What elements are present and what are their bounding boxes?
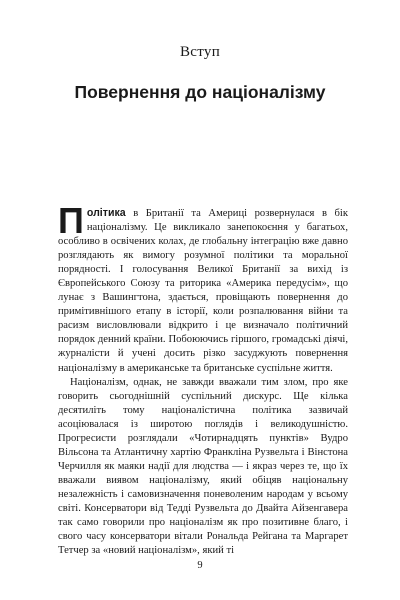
drop-cap: П	[58, 200, 84, 241]
paragraph-1-text: в Британії та Америці розвернулася в бік націоналізму. Це викликало занепокоєння у багатьох, особливо в освічених колах, де глобальну інтеграцію вже давно розглядають як вимогу розумної політики та моральної порядності. І голосування Великої Британії за вихід із Європейського Союзу та риторика «Америка передусім», що лунає з Вашингтона, здається, провіщають повернення до примітивнішого етапу в історії, коли розпалювання війни та расизм висловлювали відкрито і це визначало політичний порядок денний країни. Побоюючись гіршого, громадські діячі, журналісти й учені досить різко засуджують повернення націоналізму в американське та британське суспільне життя.	[58, 208, 348, 374]
chapter-label: Вступ	[179, 44, 221, 60]
chapter-title: Повернення до націоналізму	[74, 82, 326, 102]
body-text	[58, 200, 348, 558]
paragraph-1	[58, 200, 348, 376]
paragraph-2: Націоналізм, однак, не завжди вважали тим злом, про яке говорить сьогоднішній суспільний дискурс. Ще кілька десятиліть тому націоналістична політика зазвичай асоціювалася із широтою поглядів і великодушністю. Прогресисти розглядали «Чотирнадцять пунктів» Вудро Вільсона та Атлантичну хартію Франкліна Рузвельта і Вінстона Черчилля як маяки надії для людства — і якраз через те, що їх вважали виявом націоналізму, який обіцяв національну незалежність і самовизначення поневоленим народам у всьому світі. Консерватори від Тедді Рузвельта до Двайта Айзенгавера так само говорили про націоналізм як про позитивне благо, і свого часу консерватори вітали Рональда Рейгана та Маргарет Тетчер за «новий націоналізм», який ті	[58, 376, 348, 557]
page-number: 9	[197, 560, 203, 571]
lead-word: олітика	[86, 207, 126, 219]
